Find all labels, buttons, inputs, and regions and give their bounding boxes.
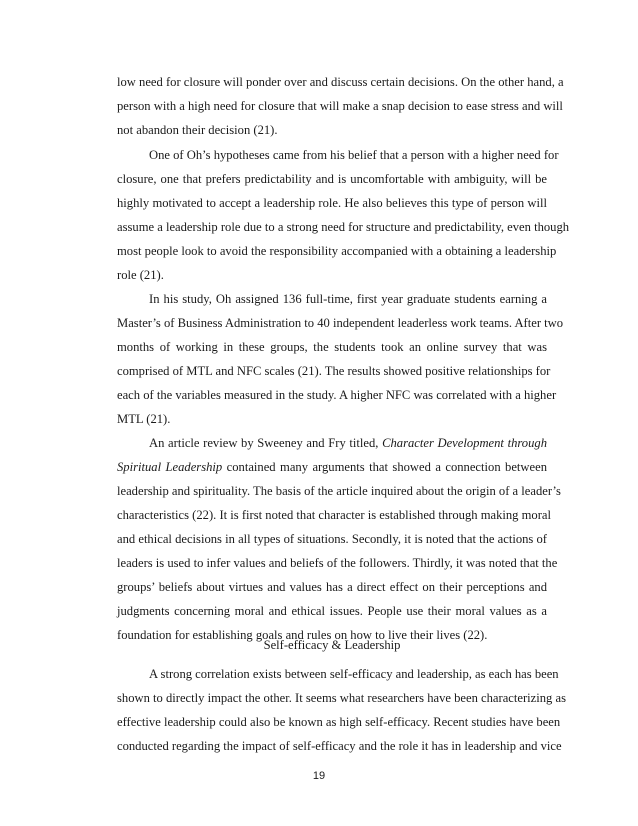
- text-line: most people look to avoid the responsibility accompanied with a obtaining a leadership: [117, 244, 557, 258]
- text-line: In his study, Oh assigned 136 full-time, first year graduate students earning a: [149, 292, 547, 306]
- text-line: role (21).: [117, 268, 164, 282]
- text-line: leaders is used to infer values and beliefs of the followers. Thirdly, it was noted that the: [117, 556, 558, 570]
- text-line: judgments concerning moral and ethical issues. People use their moral values as a: [117, 604, 547, 618]
- article-title: Spiritual Leadership: [117, 460, 223, 474]
- text-fragment: contained many arguments that showed a connection between: [222, 460, 548, 474]
- text-line: highly motivated to accept a leadership role. He also believes this type of person will: [117, 196, 547, 210]
- text-line: low need for closure will ponder over and discuss certain decisions. On the other hand, a: [117, 75, 564, 89]
- text-line: [149, 435, 547, 451]
- text-line: months of working in these groups, the students took an online survey that was: [117, 340, 547, 354]
- text-line: shown to directly impact the other. It seems what researchers have been characterizing as: [117, 691, 566, 705]
- text-line: A strong correlation exists between self-efficacy and leadership, as each has been: [149, 667, 559, 681]
- text-line: MTL (21).: [117, 412, 171, 426]
- text-line: conducted regarding the impact of self-efficacy and the role it has in leadership and vice: [117, 739, 562, 753]
- text-line: and ethical decisions in all types of situations. Secondly, it is noted that the actions of: [117, 532, 547, 546]
- text-line: One of Oh’s hypotheses came from his belief that a person with a higher need for: [149, 148, 559, 162]
- text-line: person with a high need for closure that will make a snap decision to ease stress and will: [117, 99, 563, 113]
- text-line: foundation for establishing goals and rules on how to live their lives (22).: [117, 628, 488, 642]
- article-title: Character Development through: [382, 436, 547, 450]
- text-line: not abandon their decision (21).: [117, 123, 278, 137]
- page-number: 19: [312, 770, 326, 782]
- section-heading: Self-efficacy & Leadership: [263, 638, 401, 652]
- text-line: effective leadership could also be known as high self-efficacy. Recent studies have been: [117, 715, 561, 729]
- text-line: comprised of MTL and NFC scales (21). The results showed positive relationships for: [117, 364, 551, 378]
- text-line: [117, 459, 547, 475]
- text-line: each of the variables measured in the study. A higher NFC was correlated with a higher: [117, 388, 557, 402]
- text-line: closure, one that prefers predictability and is uncomfortable with ambiguity, will be: [117, 172, 547, 186]
- text-fragment: An article review by Sweeney and Fry titled,: [149, 436, 383, 450]
- text-line: assume a leadership role due to a strong need for structure and predictability, even though: [117, 220, 570, 234]
- text-line: Master’s of Business Administration to 40 independent leaderless work teams. After two: [117, 316, 564, 330]
- text-line: leadership and spirituality. The basis of the article inquired about the origin of a leader’s: [117, 484, 561, 498]
- text-line: groups’ beliefs about virtues and values has a direct effect on their perceptions and: [117, 580, 547, 594]
- text-line: characteristics (22). It is first noted that character is established through making moral: [117, 508, 551, 522]
